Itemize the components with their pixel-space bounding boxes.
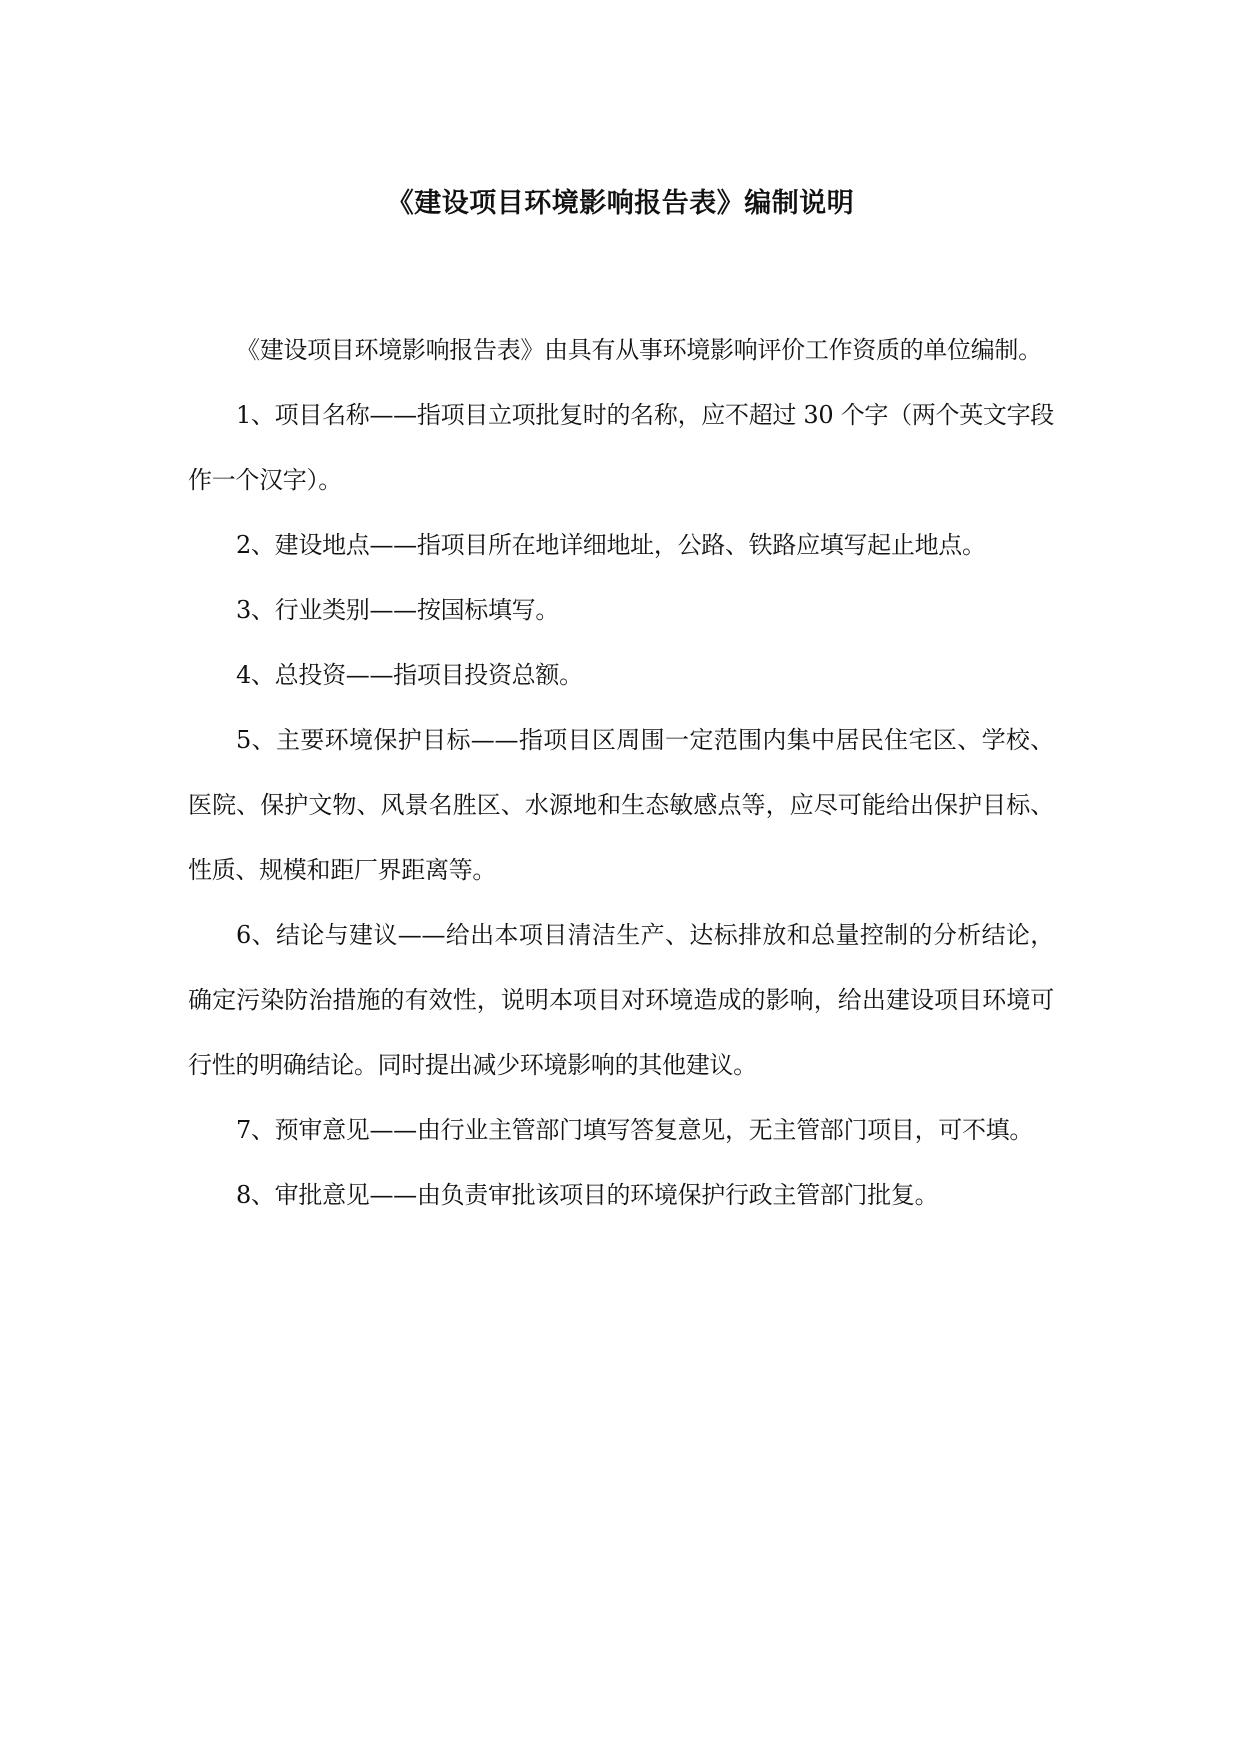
- paragraph-item-7: 7、预审意见——由行业主管部门填写答复意见，无主管部门项目，可不填。: [236, 1116, 1034, 1144]
- paragraph-item-5: 5、主要环境保护目标——指项目区周围一定范围内集中居民住宅区、学校、医院、保护文物、风景名胜区、水源地和生态敏感点等，应尽可能给出保护目标、性质、规模和距厂界距离等。: [188, 726, 1054, 884]
- paragraph-intro: 《建设项目环境影响报告表》由具有从事环境影响评价工作资质的单位编制。: [236, 336, 1042, 364]
- paragraph-item-3: 3、行业类别——按国标填写。: [236, 596, 560, 624]
- document-body: [188, 318, 1054, 1228]
- paragraph-item-4: 4、总投资——指项目投资总额。: [236, 661, 583, 689]
- paragraph-item-1: 1、项目名称——指项目立项批复时的名称，应不超过 30 个字（两个英文字段作一个汉字）。: [188, 401, 1054, 494]
- document-title: 《建设项目环境影响报告表》编制说明: [386, 188, 855, 219]
- paragraph-item-2: 2、建设地点——指项目所在地详细地址，公路、铁路应填写起止地点。: [236, 531, 986, 559]
- paragraph-item-6: 6、结论与建议——给出本项目清洁生产、达标排放和总量控制的分析结论，确定污染防治措施的有效性，说明本项目对环境造成的影响，给出建设项目环境可行性的明确结论。同时提出减少环境影响的其他建议。: [188, 921, 1054, 1079]
- paragraph-item-8: 8、审批意见——由负责审批该项目的环境保护行政主管部门批复。: [236, 1181, 939, 1209]
